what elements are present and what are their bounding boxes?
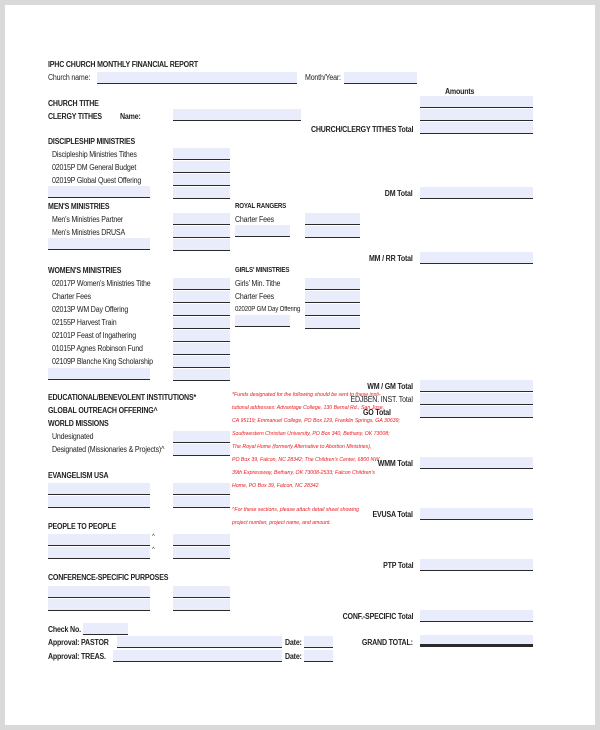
conf-label-field[interactable] xyxy=(48,586,150,598)
conf-amount-field[interactable] xyxy=(173,586,230,598)
evangelism-heading: EVANGELISM USA xyxy=(48,471,109,480)
wm-item-label: 02109P Blanche King Scholarship xyxy=(52,357,153,366)
report-page xyxy=(5,5,595,725)
mens-amount-field[interactable] xyxy=(173,239,230,251)
dm-item-label: 02015P DM General Budget xyxy=(52,163,137,172)
discipleship-heading: DISCIPLESHIP MINISTRIES xyxy=(48,137,135,146)
go-total-field[interactable] xyxy=(420,406,533,418)
evusa-label-field[interactable] xyxy=(48,483,150,495)
mens-amount-field[interactable] xyxy=(173,226,230,238)
wmm-total-label: WMM Total xyxy=(377,459,413,468)
wm-amount-field[interactable] xyxy=(173,304,230,316)
mens-amount-field[interactable] xyxy=(173,213,230,225)
funds-note-line: tutional addresses: Advantage College, 130 Bernal Rd., San Jose, xyxy=(232,405,385,411)
clergy-name-field[interactable] xyxy=(173,109,301,121)
funds-note-line: Southwestern Christian University, PO Box 340, Bethany, OK 73008; xyxy=(232,431,390,437)
pastor-date-label: Date: xyxy=(285,638,302,647)
ptp-label-field[interactable] xyxy=(48,547,150,559)
mens-item-label: Men's Ministries DRUSA xyxy=(52,228,125,237)
wm-item-label: 02101P Feast of Ingathering xyxy=(52,331,136,340)
wm-item-label: Charter Fees xyxy=(52,292,91,301)
conf-amount-field[interactable] xyxy=(173,599,230,611)
rr-amount-field[interactable] xyxy=(305,226,360,238)
church-name-label: Church name: xyxy=(48,73,91,82)
dm-amount-field[interactable] xyxy=(173,174,230,186)
wm-amount-field[interactable] xyxy=(173,291,230,303)
gm-amount-field[interactable] xyxy=(305,304,360,316)
amounts-label: Amounts xyxy=(445,87,475,96)
mm-rr-total-label: MM / RR Total xyxy=(369,254,413,263)
womens-heading: WOMEN'S MINISTRIES xyxy=(48,266,122,275)
funds-note-line: The Royal Home (formerly Alternative to Abortion Ministries), xyxy=(232,444,372,450)
wmm-total-field[interactable] xyxy=(420,457,533,469)
mens-other-label-field[interactable] xyxy=(48,238,150,250)
approval-pastor-label: Approval: PASTOR xyxy=(48,638,109,647)
church-clergy-total-field[interactable] xyxy=(420,122,533,134)
month-year-field[interactable] xyxy=(344,72,417,84)
pastor-date-field[interactable] xyxy=(304,636,333,648)
funds-note-line: PO Box 39, Falcon, NC 28342; The Children's Center, 6800 NW xyxy=(232,457,380,463)
mens-heading: MEN'S MINISTRIES xyxy=(48,202,110,211)
dm-total-label: DM Total xyxy=(385,189,413,198)
wmm-item-label: Designated (Missionaries & Projects)^ xyxy=(52,445,165,454)
wm-amount-field[interactable] xyxy=(173,356,230,368)
edben-heading: EDUCATIONAL/BENEVOLENT INSTITUTIONS* xyxy=(48,393,197,402)
ptp-marker: ^ xyxy=(152,547,155,553)
funds-note-line: Home, PO Box 39, Falcon, NC 28342 xyxy=(232,483,319,489)
wm-item-label: 02017P Women's Ministries Tithe xyxy=(52,279,151,288)
go-total-label: GO Total xyxy=(363,408,391,417)
wm-gm-total-field[interactable] xyxy=(420,380,533,392)
wm-item-label: 01015P Agnes Robinson Fund xyxy=(52,344,143,353)
evusa-total-label: EVUSA Total xyxy=(372,510,413,519)
report-title: IPHC CHURCH MONTHLY FINANCIAL REPORT xyxy=(48,60,198,69)
conf-label-field[interactable] xyxy=(48,599,150,611)
evusa-amount-field[interactable] xyxy=(173,483,230,495)
wm-item-label: 02013P WM Day Offering xyxy=(52,305,129,314)
wm-amount-field[interactable] xyxy=(173,343,230,355)
edben-total-label: EDJBEN. INST. Total xyxy=(350,395,413,404)
gm-amount-field[interactable] xyxy=(305,278,360,290)
gm-amount-field[interactable] xyxy=(305,291,360,303)
clergy-tithes-label: CLERGY TITHES xyxy=(48,112,102,121)
edben-total-field[interactable] xyxy=(420,393,533,405)
dm-amount-field[interactable] xyxy=(173,148,230,160)
mm-rr-total-field[interactable] xyxy=(420,252,533,264)
funds-note-line: 39th Expressway, Bethany, OK 73008-2533; Falcon Children's xyxy=(232,470,375,476)
gm-item-label: 02020P GM Day Offering xyxy=(235,306,301,313)
wm-amount-field[interactable] xyxy=(173,369,230,381)
church-name-field[interactable] xyxy=(97,72,297,84)
rr-other-label-field[interactable] xyxy=(235,225,290,237)
conf-total-field[interactable] xyxy=(420,610,533,622)
girls-heading: GIRLS' MINISTRIES xyxy=(235,267,290,274)
church-tithe-amount[interactable] xyxy=(420,96,533,108)
gm-amount-field[interactable] xyxy=(305,317,360,329)
ptp-marker: ^ xyxy=(152,534,155,540)
dm-amount-field[interactable] xyxy=(173,187,230,199)
ptp-label-field[interactable] xyxy=(48,534,150,546)
wm-amount-field[interactable] xyxy=(173,278,230,290)
gm-item-label: Girls' Min. Tithe xyxy=(235,279,281,288)
clergy-tithe-amount[interactable] xyxy=(420,109,533,121)
grand-total-label: GRAND TOTAL: xyxy=(362,638,413,647)
dm-item-label: 02019P Global Quest Offering xyxy=(52,176,142,185)
people-heading: PEOPLE TO PEOPLE xyxy=(48,522,116,531)
ptp-amount-field[interactable] xyxy=(173,534,230,546)
check-no-field[interactable] xyxy=(83,623,128,635)
detail-note-line: project number, project name, and amount. xyxy=(232,520,331,526)
evusa-total-field[interactable] xyxy=(420,508,533,520)
wm-gm-total-label: WM / GM Total xyxy=(367,382,413,391)
dm-total-field[interactable] xyxy=(420,187,533,199)
wmm-undesignated-field[interactable] xyxy=(173,431,230,443)
dm-other-label-field[interactable] xyxy=(48,186,150,198)
funds-note-line: CA 95119; Emmanuel College, PO Box 129, Franklin Springs, GA 30639; xyxy=(232,418,400,424)
wmm-item-label: Undesignated xyxy=(52,432,94,441)
gm-item-label: Charter Fees xyxy=(235,292,274,301)
clergy-name-label: Name: xyxy=(120,112,141,121)
ptp-total-field[interactable] xyxy=(420,559,533,571)
royal-rangers-heading: ROYAL RANGERS xyxy=(235,203,287,210)
dm-amount-field[interactable] xyxy=(173,161,230,173)
conference-heading: CONFERENCE-SPECIFIC PURPOSES xyxy=(48,573,169,582)
rr-amount-field[interactable] xyxy=(305,213,360,225)
approval-treas-label: Approval: TREAS. xyxy=(48,652,106,661)
wm-amount-field[interactable] xyxy=(173,317,230,329)
wmm-designated-field[interactable] xyxy=(173,444,230,456)
wm-other-label-field[interactable] xyxy=(48,368,150,380)
funds-note-line: *Funds designated for the following should be sent to these insti- xyxy=(232,392,381,398)
mens-item-label: Men's Ministries Partner xyxy=(52,215,124,224)
rr-item-label: Charter Fees xyxy=(235,215,274,224)
wm-amount-field[interactable] xyxy=(173,330,230,342)
treas-signature-field[interactable] xyxy=(113,650,282,662)
evusa-label-field[interactable] xyxy=(48,496,150,508)
church-tithe-heading: CHURCH TITHE xyxy=(48,99,99,108)
gm-other-label-field[interactable] xyxy=(235,315,290,327)
world-missions-heading: WORLD MISSIONS xyxy=(48,419,109,428)
month-year-label: Month/Year: xyxy=(305,73,341,82)
check-no-label: Check No. xyxy=(48,625,81,634)
ptp-amount-field[interactable] xyxy=(173,547,230,559)
dm-item-label: Discipleship Ministries Tithes xyxy=(52,150,137,159)
treas-date-label: Date: xyxy=(285,652,302,661)
grand-total-field[interactable] xyxy=(420,635,533,647)
church-clergy-total-label: CHURCH/CLERGY TITHES Total xyxy=(310,125,413,134)
conf-total-label: CONF.-SPECIFIC Total xyxy=(342,612,413,621)
evusa-amount-field[interactable] xyxy=(173,496,230,508)
treas-date-field[interactable] xyxy=(304,650,333,662)
ptp-total-label: PTP Total xyxy=(382,561,413,570)
detail-note-line: ^For these sections, please attach detail sheet showing xyxy=(232,507,360,513)
go-heading: GLOBAL OUTREACH OFFERING^ xyxy=(48,406,158,415)
wm-item-label: 02155P Harvest Train xyxy=(52,318,117,327)
pastor-signature-field[interactable] xyxy=(117,636,282,648)
